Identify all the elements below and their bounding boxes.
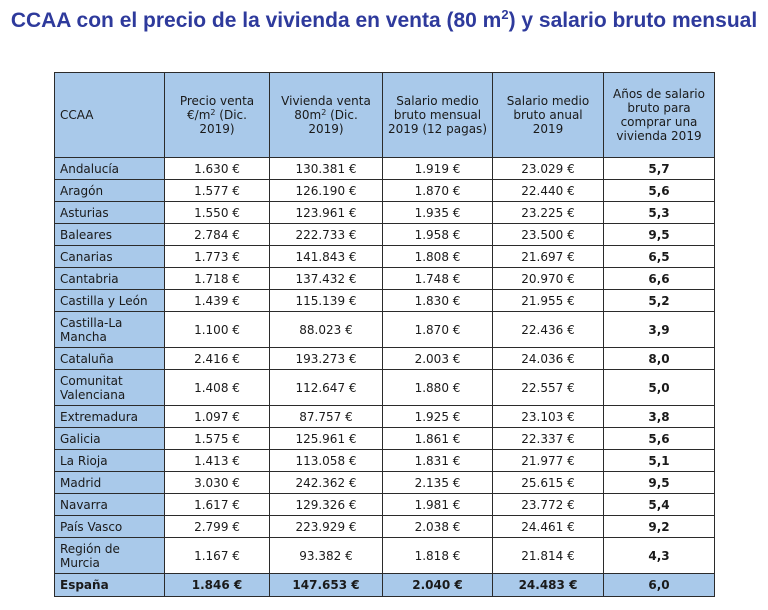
cell-salario-anual: 24.036 € — [493, 348, 604, 370]
table-row — [55, 224, 715, 246]
cell-salario-mensual: 1.818 € — [383, 538, 493, 574]
header-vivienda-venta — [270, 73, 383, 158]
cell-vivienda-venta: 137.432 € — [270, 268, 383, 290]
cell-salario-anual: 23.500 € — [493, 224, 604, 246]
cell-salario-anual: 24.483 € — [493, 574, 604, 597]
cell-anos-salario: 8,0 — [604, 348, 715, 370]
cell-vivienda-venta: 115.139 € — [270, 290, 383, 312]
cell-ccaa: Navarra — [55, 494, 165, 516]
cell-salario-anual: 21.955 € — [493, 290, 604, 312]
cell-ccaa: Región de Murcia — [55, 538, 165, 574]
cell-salario-mensual: 2.038 € — [383, 516, 493, 538]
cell-salario-mensual: 1.958 € — [383, 224, 493, 246]
cell-precio-venta: 1.097 € — [165, 406, 270, 428]
cell-salario-mensual: 1.870 € — [383, 312, 493, 348]
cell-ccaa: La Rioja — [55, 450, 165, 472]
cell-salario-mensual: 1.831 € — [383, 450, 493, 472]
cell-precio-venta: 2.784 € — [165, 224, 270, 246]
cell-salario-mensual: 2.003 € — [383, 348, 493, 370]
cell-vivienda-venta: 141.843 € — [270, 246, 383, 268]
cell-precio-venta: 1.100 € — [165, 312, 270, 348]
table-row — [55, 516, 715, 538]
cell-salario-anual: 23.225 € — [493, 202, 604, 224]
table-row — [55, 538, 715, 574]
cell-ccaa: Canarias — [55, 246, 165, 268]
cell-precio-venta: 2.799 € — [165, 516, 270, 538]
header-precio-text-b: (Dic. 2019) — [199, 108, 247, 136]
header-anos-salario: Años de salario bruto para comprar una vivienda 2019 — [604, 73, 715, 158]
cell-salario-anual: 25.615 € — [493, 472, 604, 494]
cell-precio-venta: 1.617 € — [165, 494, 270, 516]
cell-anos-salario: 3,8 — [604, 406, 715, 428]
cell-precio-venta: 3.030 € — [165, 472, 270, 494]
cell-salario-anual: 22.337 € — [493, 428, 604, 450]
table-row — [55, 370, 715, 406]
header-salario-anual: Salario medio bruto anual 2019 — [493, 73, 604, 158]
header-vivienda-superscript: 2 — [321, 108, 327, 117]
cell-precio-venta: 1.167 € — [165, 538, 270, 574]
cell-anos-salario: 4,3 — [604, 538, 715, 574]
cell-precio-venta: 1.718 € — [165, 268, 270, 290]
cell-vivienda-venta: 126.190 € — [270, 180, 383, 202]
cell-salario-mensual: 1.830 € — [383, 290, 493, 312]
cell-salario-mensual: 1.808 € — [383, 246, 493, 268]
table-row — [55, 450, 715, 472]
cell-salario-mensual: 1.870 € — [383, 180, 493, 202]
cell-precio-venta: 1.408 € — [165, 370, 270, 406]
cell-anos-salario: 5,3 — [604, 202, 715, 224]
cell-salario-anual: 21.814 € — [493, 538, 604, 574]
table-body — [55, 158, 715, 597]
cell-precio-venta: 1.846 € — [165, 574, 270, 597]
cell-anos-salario: 9,2 — [604, 516, 715, 538]
cell-salario-mensual: 2.135 € — [383, 472, 493, 494]
cell-precio-venta: 1.773 € — [165, 246, 270, 268]
cell-vivienda-venta: 129.326 € — [270, 494, 383, 516]
cell-ccaa: Andalucía — [55, 158, 165, 180]
cell-precio-venta: 2.416 € — [165, 348, 270, 370]
table-row — [55, 406, 715, 428]
cell-salario-anual: 22.436 € — [493, 312, 604, 348]
cell-ccaa: España — [55, 574, 165, 597]
cell-salario-anual: 21.697 € — [493, 246, 604, 268]
cell-vivienda-venta: 242.362 € — [270, 472, 383, 494]
header-precio-venta — [165, 73, 270, 158]
table-row — [55, 158, 715, 180]
cell-ccaa: Madrid — [55, 472, 165, 494]
cell-vivienda-venta: 113.058 € — [270, 450, 383, 472]
cell-vivienda-venta: 223.929 € — [270, 516, 383, 538]
cell-anos-salario: 5,7 — [604, 158, 715, 180]
cell-salario-anual: 23.772 € — [493, 494, 604, 516]
cell-ccaa: Galicia — [55, 428, 165, 450]
table-row — [55, 312, 715, 348]
cell-vivienda-venta: 88.023 € — [270, 312, 383, 348]
table-total-row — [55, 574, 715, 597]
cell-ccaa: Cantabria — [55, 268, 165, 290]
cell-salario-mensual: 1.880 € — [383, 370, 493, 406]
table-row — [55, 290, 715, 312]
header-precio-text-a: Precio venta €/m — [179, 94, 255, 122]
cell-ccaa: Cataluña — [55, 348, 165, 370]
cell-vivienda-venta: 93.382 € — [270, 538, 383, 574]
cell-ccaa: Castilla y León — [55, 290, 165, 312]
title-superscript: 2 — [501, 7, 509, 22]
cell-anos-salario: 3,9 — [604, 312, 715, 348]
table-header-row — [55, 73, 715, 158]
cell-ccaa: Comunitat Valenciana — [55, 370, 165, 406]
cell-anos-salario: 5,1 — [604, 450, 715, 472]
cell-anos-salario: 5,6 — [604, 428, 715, 450]
cell-vivienda-venta: 123.961 € — [270, 202, 383, 224]
cell-salario-mensual: 2.040 € — [383, 574, 493, 597]
cell-ccaa: País Vasco — [55, 516, 165, 538]
table-row — [55, 246, 715, 268]
housing-salary-table — [54, 72, 715, 597]
table-row — [55, 202, 715, 224]
cell-vivienda-venta: 193.273 € — [270, 348, 383, 370]
cell-vivienda-venta: 112.647 € — [270, 370, 383, 406]
cell-anos-salario: 9,5 — [604, 472, 715, 494]
cell-anos-salario: 5,0 — [604, 370, 715, 406]
cell-salario-mensual: 1.935 € — [383, 202, 493, 224]
table-row — [55, 268, 715, 290]
cell-ccaa: Extremadura — [55, 406, 165, 428]
cell-salario-anual: 23.103 € — [493, 406, 604, 428]
header-vivienda-text-a: Vivienda venta 80m — [281, 94, 371, 122]
cell-salario-anual: 22.440 € — [493, 180, 604, 202]
cell-salario-mensual: 1.748 € — [383, 268, 493, 290]
cell-vivienda-venta: 125.961 € — [270, 428, 383, 450]
cell-salario-anual: 23.029 € — [493, 158, 604, 180]
cell-anos-salario: 9,5 — [604, 224, 715, 246]
cell-vivienda-venta: 87.757 € — [270, 406, 383, 428]
cell-salario-anual: 24.461 € — [493, 516, 604, 538]
cell-ccaa: Baleares — [55, 224, 165, 246]
cell-salario-mensual: 1.981 € — [383, 494, 493, 516]
cell-anos-salario: 5,4 — [604, 494, 715, 516]
cell-vivienda-venta: 222.733 € — [270, 224, 383, 246]
cell-anos-salario: 6,0 — [604, 574, 715, 597]
table-row — [55, 494, 715, 516]
table-row — [55, 428, 715, 450]
page-title — [0, 6, 768, 35]
header-salario-mensual: Salario medio bruto mensual 2019 (12 pagas) — [383, 73, 493, 158]
cell-ccaa: Asturias — [55, 202, 165, 224]
cell-salario-anual: 20.970 € — [493, 268, 604, 290]
cell-anos-salario: 6,6 — [604, 268, 715, 290]
title-text-part1: CCAA con el precio de la vivienda en venta (80 m — [10, 9, 502, 32]
cell-salario-mensual: 1.919 € — [383, 158, 493, 180]
cell-vivienda-venta: 147.653 € — [270, 574, 383, 597]
cell-precio-venta: 1.630 € — [165, 158, 270, 180]
cell-vivienda-venta: 130.381 € — [270, 158, 383, 180]
cell-salario-anual: 21.977 € — [493, 450, 604, 472]
cell-precio-venta: 1.439 € — [165, 290, 270, 312]
cell-anos-salario: 5,2 — [604, 290, 715, 312]
cell-ccaa: Castilla-La Mancha — [55, 312, 165, 348]
cell-anos-salario: 5,6 — [604, 180, 715, 202]
table-row — [55, 348, 715, 370]
table-row — [55, 472, 715, 494]
cell-precio-venta: 1.550 € — [165, 202, 270, 224]
title-text-part2: ) y salario bruto mensual — [508, 9, 758, 32]
cell-precio-venta: 1.413 € — [165, 450, 270, 472]
cell-salario-mensual: 1.861 € — [383, 428, 493, 450]
header-vivienda-text-b: (Dic. 2019) — [308, 108, 358, 136]
cell-ccaa: Aragón — [55, 180, 165, 202]
cell-anos-salario: 6,5 — [604, 246, 715, 268]
cell-precio-venta: 1.577 € — [165, 180, 270, 202]
header-ccaa: CCAA — [55, 73, 165, 158]
cell-salario-mensual: 1.925 € — [383, 406, 493, 428]
header-precio-superscript: 2 — [210, 108, 216, 117]
cell-precio-venta: 1.575 € — [165, 428, 270, 450]
table-row — [55, 180, 715, 202]
cell-salario-anual: 22.557 € — [493, 370, 604, 406]
